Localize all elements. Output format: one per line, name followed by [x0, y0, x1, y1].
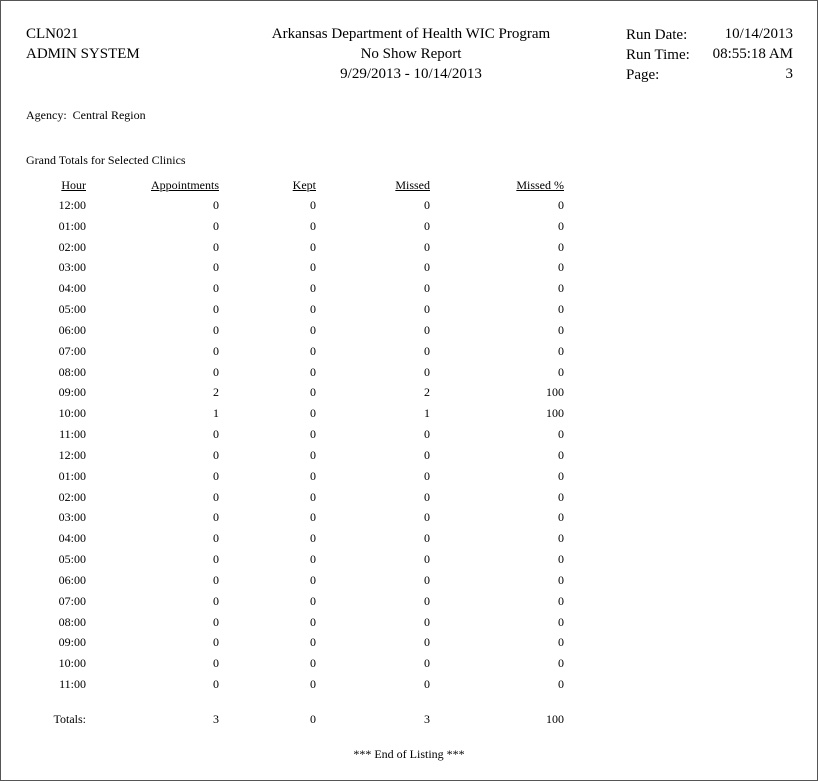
table-cell-missed-pct: 0 — [558, 281, 564, 295]
table-cell-hour: 09:00 — [58, 385, 86, 399]
table-cell-missed-pct: 0 — [558, 615, 564, 629]
table-cell-appointments: 0 — [213, 427, 219, 441]
table-cell-kept: 0 — [310, 552, 316, 566]
table-cell-missed: 0 — [424, 615, 430, 629]
agency-label: Agency: — [26, 108, 67, 122]
table-cell-hour: 07:00 — [58, 594, 86, 608]
table-cell-missed-pct: 0 — [558, 469, 564, 483]
table-cell-appointments: 0 — [213, 365, 219, 379]
table-cell-missed: 0 — [424, 240, 430, 254]
table-cell-hour: 07:00 — [58, 344, 86, 358]
table-cell-kept: 0 — [310, 260, 316, 274]
report-code: CLN021 — [26, 26, 79, 42]
totals-cell-appointments: 3 — [213, 712, 219, 726]
table-cell-missed: 1 — [424, 406, 430, 420]
table-cell-appointments: 0 — [213, 635, 219, 649]
table-cell-appointments: 0 — [213, 219, 219, 233]
table-cell-kept: 0 — [310, 240, 316, 254]
run-time-label: Run Time: — [626, 47, 690, 63]
table-cell-appointments: 0 — [213, 594, 219, 608]
table-cell-missed-pct: 0 — [558, 260, 564, 274]
table-cell-appointments: 0 — [213, 469, 219, 483]
table-cell-missed: 0 — [424, 260, 430, 274]
table-cell-appointments: 0 — [213, 573, 219, 587]
table-cell-hour: 03:00 — [58, 260, 86, 274]
table-cell-missed-pct: 0 — [558, 510, 564, 524]
table-cell-missed-pct: 0 — [558, 344, 564, 358]
table-cell-missed-pct: 0 — [558, 302, 564, 316]
table-cell-missed: 0 — [424, 510, 430, 524]
table-cell-kept: 0 — [310, 510, 316, 524]
table-cell-kept: 0 — [310, 281, 316, 295]
table-cell-missed: 0 — [424, 448, 430, 462]
table-cell-hour: 02:00 — [58, 240, 86, 254]
table-cell-kept: 0 — [310, 448, 316, 462]
table-cell-kept: 0 — [310, 635, 316, 649]
table-cell-hour: 02:00 — [58, 490, 86, 504]
table-cell-kept: 0 — [310, 573, 316, 587]
table-cell-hour: 01:00 — [58, 469, 86, 483]
table-cell-missed: 0 — [424, 635, 430, 649]
table-cell-appointments: 0 — [213, 240, 219, 254]
table-cell-missed: 0 — [424, 365, 430, 379]
table-cell-appointments: 0 — [213, 281, 219, 295]
table-cell-kept: 0 — [310, 323, 316, 337]
table-cell-appointments: 0 — [213, 198, 219, 212]
table-cell-appointments: 0 — [213, 302, 219, 316]
table-cell-kept: 0 — [310, 677, 316, 691]
table-cell-kept: 0 — [310, 219, 316, 233]
system-name: ADMIN SYSTEM — [26, 46, 140, 62]
table-cell-hour: 06:00 — [58, 573, 86, 587]
table-cell-missed-pct: 0 — [558, 594, 564, 608]
table-cell-hour: 08:00 — [58, 615, 86, 629]
table-cell-missed: 0 — [424, 281, 430, 295]
section-title: Grand Totals for Selected Clinics — [26, 153, 186, 167]
table-cell-missed: 0 — [424, 323, 430, 337]
table-cell-missed: 0 — [424, 573, 430, 587]
table-cell-appointments: 1 — [213, 406, 219, 420]
table-cell-appointments: 0 — [213, 510, 219, 524]
run-date-label: Run Date: — [626, 27, 688, 43]
table-cell-appointments: 0 — [213, 344, 219, 358]
table-cell-appointments: 0 — [213, 615, 219, 629]
column-header-missed-pct: Missed % — [516, 178, 564, 192]
table-cell-kept: 0 — [310, 385, 316, 399]
table-cell-appointments: 0 — [213, 260, 219, 274]
page-number: 3 — [785, 66, 793, 82]
table-cell-missed: 0 — [424, 531, 430, 545]
table-cell-missed: 0 — [424, 552, 430, 566]
table-cell-missed-pct: 0 — [558, 427, 564, 441]
table-cell-missed: 0 — [424, 344, 430, 358]
table-cell-hour: 12:00 — [58, 198, 86, 212]
table-cell-kept: 0 — [310, 406, 316, 420]
table-cell-kept: 0 — [310, 344, 316, 358]
table-cell-hour: 06:00 — [58, 323, 86, 337]
table-cell-missed-pct: 0 — [558, 656, 564, 670]
table-cell-missed-pct: 0 — [558, 240, 564, 254]
table-cell-hour: 11:00 — [59, 677, 86, 691]
totals-cell-missed-pct: 100 — [546, 712, 564, 726]
agency-value: Central Region — [72, 108, 146, 122]
table-cell-kept: 0 — [310, 615, 316, 629]
table-cell-hour: 05:00 — [58, 302, 86, 316]
table-cell-hour: 10:00 — [58, 656, 86, 670]
table-cell-missed-pct: 0 — [558, 365, 564, 379]
report-title: Arkansas Department of Health WIC Program — [271, 26, 551, 42]
table-cell-kept: 0 — [310, 302, 316, 316]
table-cell-missed-pct: 0 — [558, 677, 564, 691]
totals-cell-missed: 3 — [424, 712, 430, 726]
table-cell-appointments: 2 — [213, 385, 219, 399]
table-cell-missed-pct: 0 — [558, 635, 564, 649]
report-subtitle: No Show Report — [360, 46, 462, 62]
table-cell-missed: 0 — [424, 677, 430, 691]
page-label: Page: — [626, 67, 660, 83]
table-cell-hour: 04:00 — [58, 531, 86, 545]
table-cell-missed: 0 — [424, 427, 430, 441]
table-cell-hour: 09:00 — [58, 635, 86, 649]
table-cell-missed-pct: 100 — [546, 406, 564, 420]
table-cell-hour: 04:00 — [58, 281, 86, 295]
table-cell-hour: 05:00 — [58, 552, 86, 566]
table-cell-appointments: 0 — [213, 552, 219, 566]
table-cell-missed-pct: 0 — [558, 552, 564, 566]
table-cell-kept: 0 — [310, 531, 316, 545]
column-header-missed: Missed — [395, 178, 430, 192]
table-cell-appointments: 0 — [213, 531, 219, 545]
table-cell-missed-pct: 0 — [558, 531, 564, 545]
column-header-appointments: Appointments — [151, 178, 219, 192]
column-header-hour: Hour — [61, 178, 86, 192]
table-cell-hour: 12:00 — [58, 448, 86, 462]
agency-line — [26, 108, 146, 123]
table-cell-missed: 0 — [424, 469, 430, 483]
run-time-value: 08:55:18 AM — [712, 46, 793, 62]
table-cell-missed: 0 — [424, 198, 430, 212]
table-cell-kept: 0 — [310, 656, 316, 670]
table-cell-appointments: 0 — [213, 323, 219, 337]
table-cell-missed-pct: 0 — [558, 573, 564, 587]
table-cell-missed: 0 — [424, 219, 430, 233]
run-date-value: 10/14/2013 — [724, 26, 793, 42]
table-cell-kept: 0 — [310, 365, 316, 379]
table-cell-appointments: 0 — [213, 677, 219, 691]
table-cell-missed-pct: 0 — [558, 448, 564, 462]
table-cell-missed: 0 — [424, 594, 430, 608]
table-cell-hour: 10:00 — [58, 406, 86, 420]
table-cell-appointments: 0 — [213, 656, 219, 670]
table-cell-kept: 0 — [310, 198, 316, 212]
table-cell-missed-pct: 100 — [546, 385, 564, 399]
table-cell-missed-pct: 0 — [558, 490, 564, 504]
table-cell-appointments: 0 — [213, 448, 219, 462]
table-cell-hour: 08:00 — [58, 365, 86, 379]
totals-label: Totals: — [53, 712, 86, 726]
table-cell-kept: 0 — [310, 594, 316, 608]
end-of-listing: *** End of Listing *** — [353, 747, 465, 761]
table-cell-missed-pct: 0 — [558, 219, 564, 233]
table-cell-missed: 0 — [424, 302, 430, 316]
table-cell-missed: 0 — [424, 490, 430, 504]
table-cell-missed-pct: 0 — [558, 198, 564, 212]
totals-cell-kept: 0 — [310, 712, 316, 726]
table-cell-missed: 2 — [424, 385, 430, 399]
report-date-range: 9/29/2013 - 10/14/2013 — [340, 66, 482, 82]
column-header-kept: Kept — [292, 178, 316, 192]
table-cell-hour: 01:00 — [58, 219, 86, 233]
table-cell-hour: 11:00 — [59, 427, 86, 441]
table-cell-appointments: 0 — [213, 490, 219, 504]
table-cell-missed-pct: 0 — [558, 323, 564, 337]
table-cell-kept: 0 — [310, 427, 316, 441]
table-cell-kept: 0 — [310, 490, 316, 504]
table-cell-missed: 0 — [424, 656, 430, 670]
table-cell-kept: 0 — [310, 469, 316, 483]
table-cell-hour: 03:00 — [58, 510, 86, 524]
